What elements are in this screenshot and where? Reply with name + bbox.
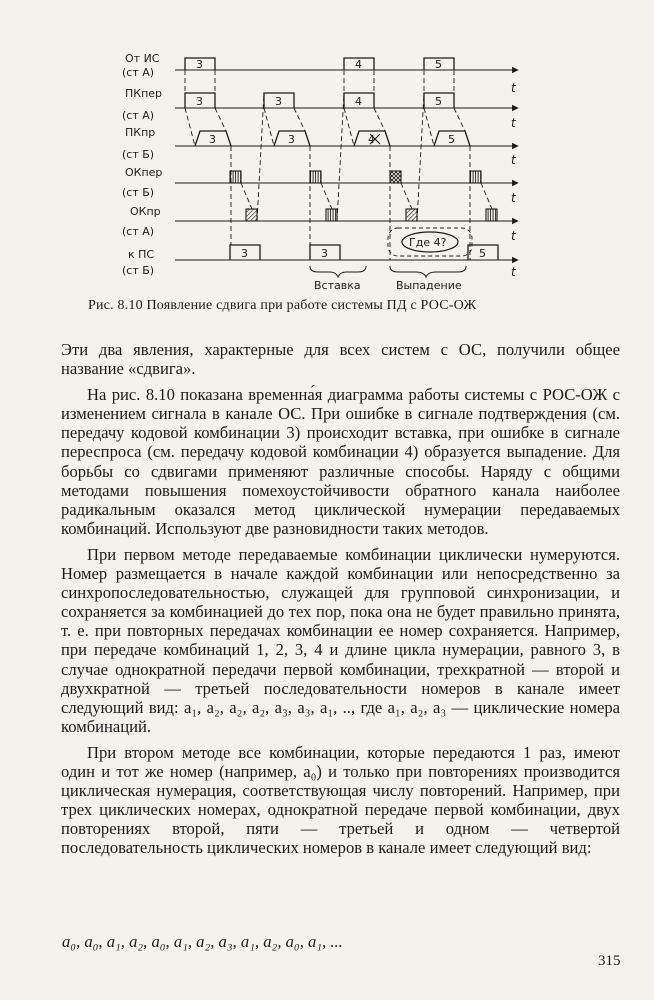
ok-pulse-row4 [390,171,401,183]
row-label-1: От ИС [125,52,160,65]
block-num: 4 [368,133,375,146]
block-num: 5 [435,58,442,71]
t-label: t [511,81,516,95]
t-label: t [511,229,516,243]
row-label-5: ОКпр [130,205,161,218]
figure-caption: Рис. 8.10 Появление сдвига при работе системы ПД с РОС-ОЖ [88,298,477,313]
where-4-text: Где 4? [409,236,447,249]
block-num: 4 [355,95,362,108]
ok-pulse-row5 [246,209,257,221]
page-number: 315 [598,953,621,969]
ok-pulse-row4 [470,171,481,183]
row-labels [122,52,162,277]
cyclic-number-sequence: a₀, a₀, a₁, a₂, a₀, a₁, a₂, a₃, a₁, a₂, a₀, a₁, ... [62,932,343,951]
paragraph-4: При втором методе все комбинации, которые передаются 1 раз, имеют один и тот же номер (например, a₀) и только при повторениях производится циклическая нумерация, соответствующая числу повторений. Например, при трех циклических номерах, однократной передаче первой комбинации, двух повторениях второй, пяти — третьей и одном — четвертой последовательность циклических номеров в канале имеет следующий вид: [61,742,620,858]
ok-pulse-row5 [326,209,337,221]
block-num: 3 [321,247,328,260]
block-num: 3 [288,133,295,146]
row-label-4-sub: (ст Б) [122,186,155,199]
t-label: t [511,191,516,205]
row-label-6: к ПС [128,248,155,261]
paragraph-1: Эти два явления, характерные для всех систем с ОС, получили общее название «сдвига». [61,340,620,379]
propagation-lines [185,70,492,260]
block-numbers [196,58,486,260]
row-label-6-sub: (ст Б) [122,264,155,277]
timing-diagram-figure [0,0,654,300]
ack-pulses [230,171,497,221]
row-label-1-sub: (ст А) [122,66,155,79]
block-num: 4 [355,58,362,71]
paragraph-3: При первом методе передаваемые комбинации циклически нумеруются. Номер размещается в начале каждой комбинации или непосредственно за синхропоследовательностью, служащей для групповой синхронизации, и сохраняется за комбинацией до тех пор, пока она не будет правильно принята, т. е. при повторных передачах комбинации ее номер сохраняется. Например, при передаче комбинаций 1, 2, 3, 4 и длине цикла нумерации, равного 3, в случае однократной передачи первой комбинации, трехкратной — второй и двухкратной — третьей последовательности номеров в канале имеет следующий вид: a₁, a₂, a₂, a₂, a₃, a₃, a₁, .., где a₁, a₂, a₃ — циклические номера комбинаций. [61,544,620,736]
block-num: 3 [196,58,203,71]
ok-pulse-row5 [406,209,417,221]
row-label-4: ОКпер [125,166,163,179]
time-axes [175,70,518,260]
row-label-2-sub: (ст А) [122,109,155,122]
paragraph-2: На рис. 8.10 показана временна́я диаграмма работы системы с РОС-ОЖ с изменением сигнала в канале ОС. При ошибке в сигнале подтверждения (см. передачу кодовой комбинации 3) происходит вставка, при ошибке в сигнале переспроса (см. передачу кодовой комбинации 4) образуется выпадение. Для борьбы со сдвигами применяют различные способы. Наряду с общими методами повышения помехоустойчивости обратного канала наиболее радикальным оказался метод циклической нумерации передаваемых комбинаций. Используют две разновидности таких методов. [61,385,620,538]
t-label: t [511,153,516,167]
time-axis-labels [511,81,517,279]
block-num: 3 [196,95,203,108]
interval-brackets [310,266,466,277]
signal-blocks [185,58,498,260]
row-label-5-sub: (ст А) [122,225,155,238]
ok-pulse-row4 [230,171,241,183]
drop-label: Выпадение [396,279,462,292]
where-4-annotation [388,228,472,256]
block-num: 3 [275,95,282,108]
block-num: 3 [241,247,248,260]
t-label: t [511,265,516,279]
row-label-2: ПКпер [125,87,163,100]
block-num: 5 [435,95,442,108]
block-num: 5 [448,133,455,146]
article-body [61,340,620,864]
t-label: t [511,116,516,130]
ok-pulse-row4 [310,171,321,183]
insert-label: Вставка [314,279,361,292]
ok-pulse-row5 [486,209,497,221]
block-num: 3 [209,133,216,146]
row-label-3-sub: (ст Б) [122,148,155,161]
row-label-3: ПКпр [125,126,156,139]
block-num: 5 [479,247,486,260]
